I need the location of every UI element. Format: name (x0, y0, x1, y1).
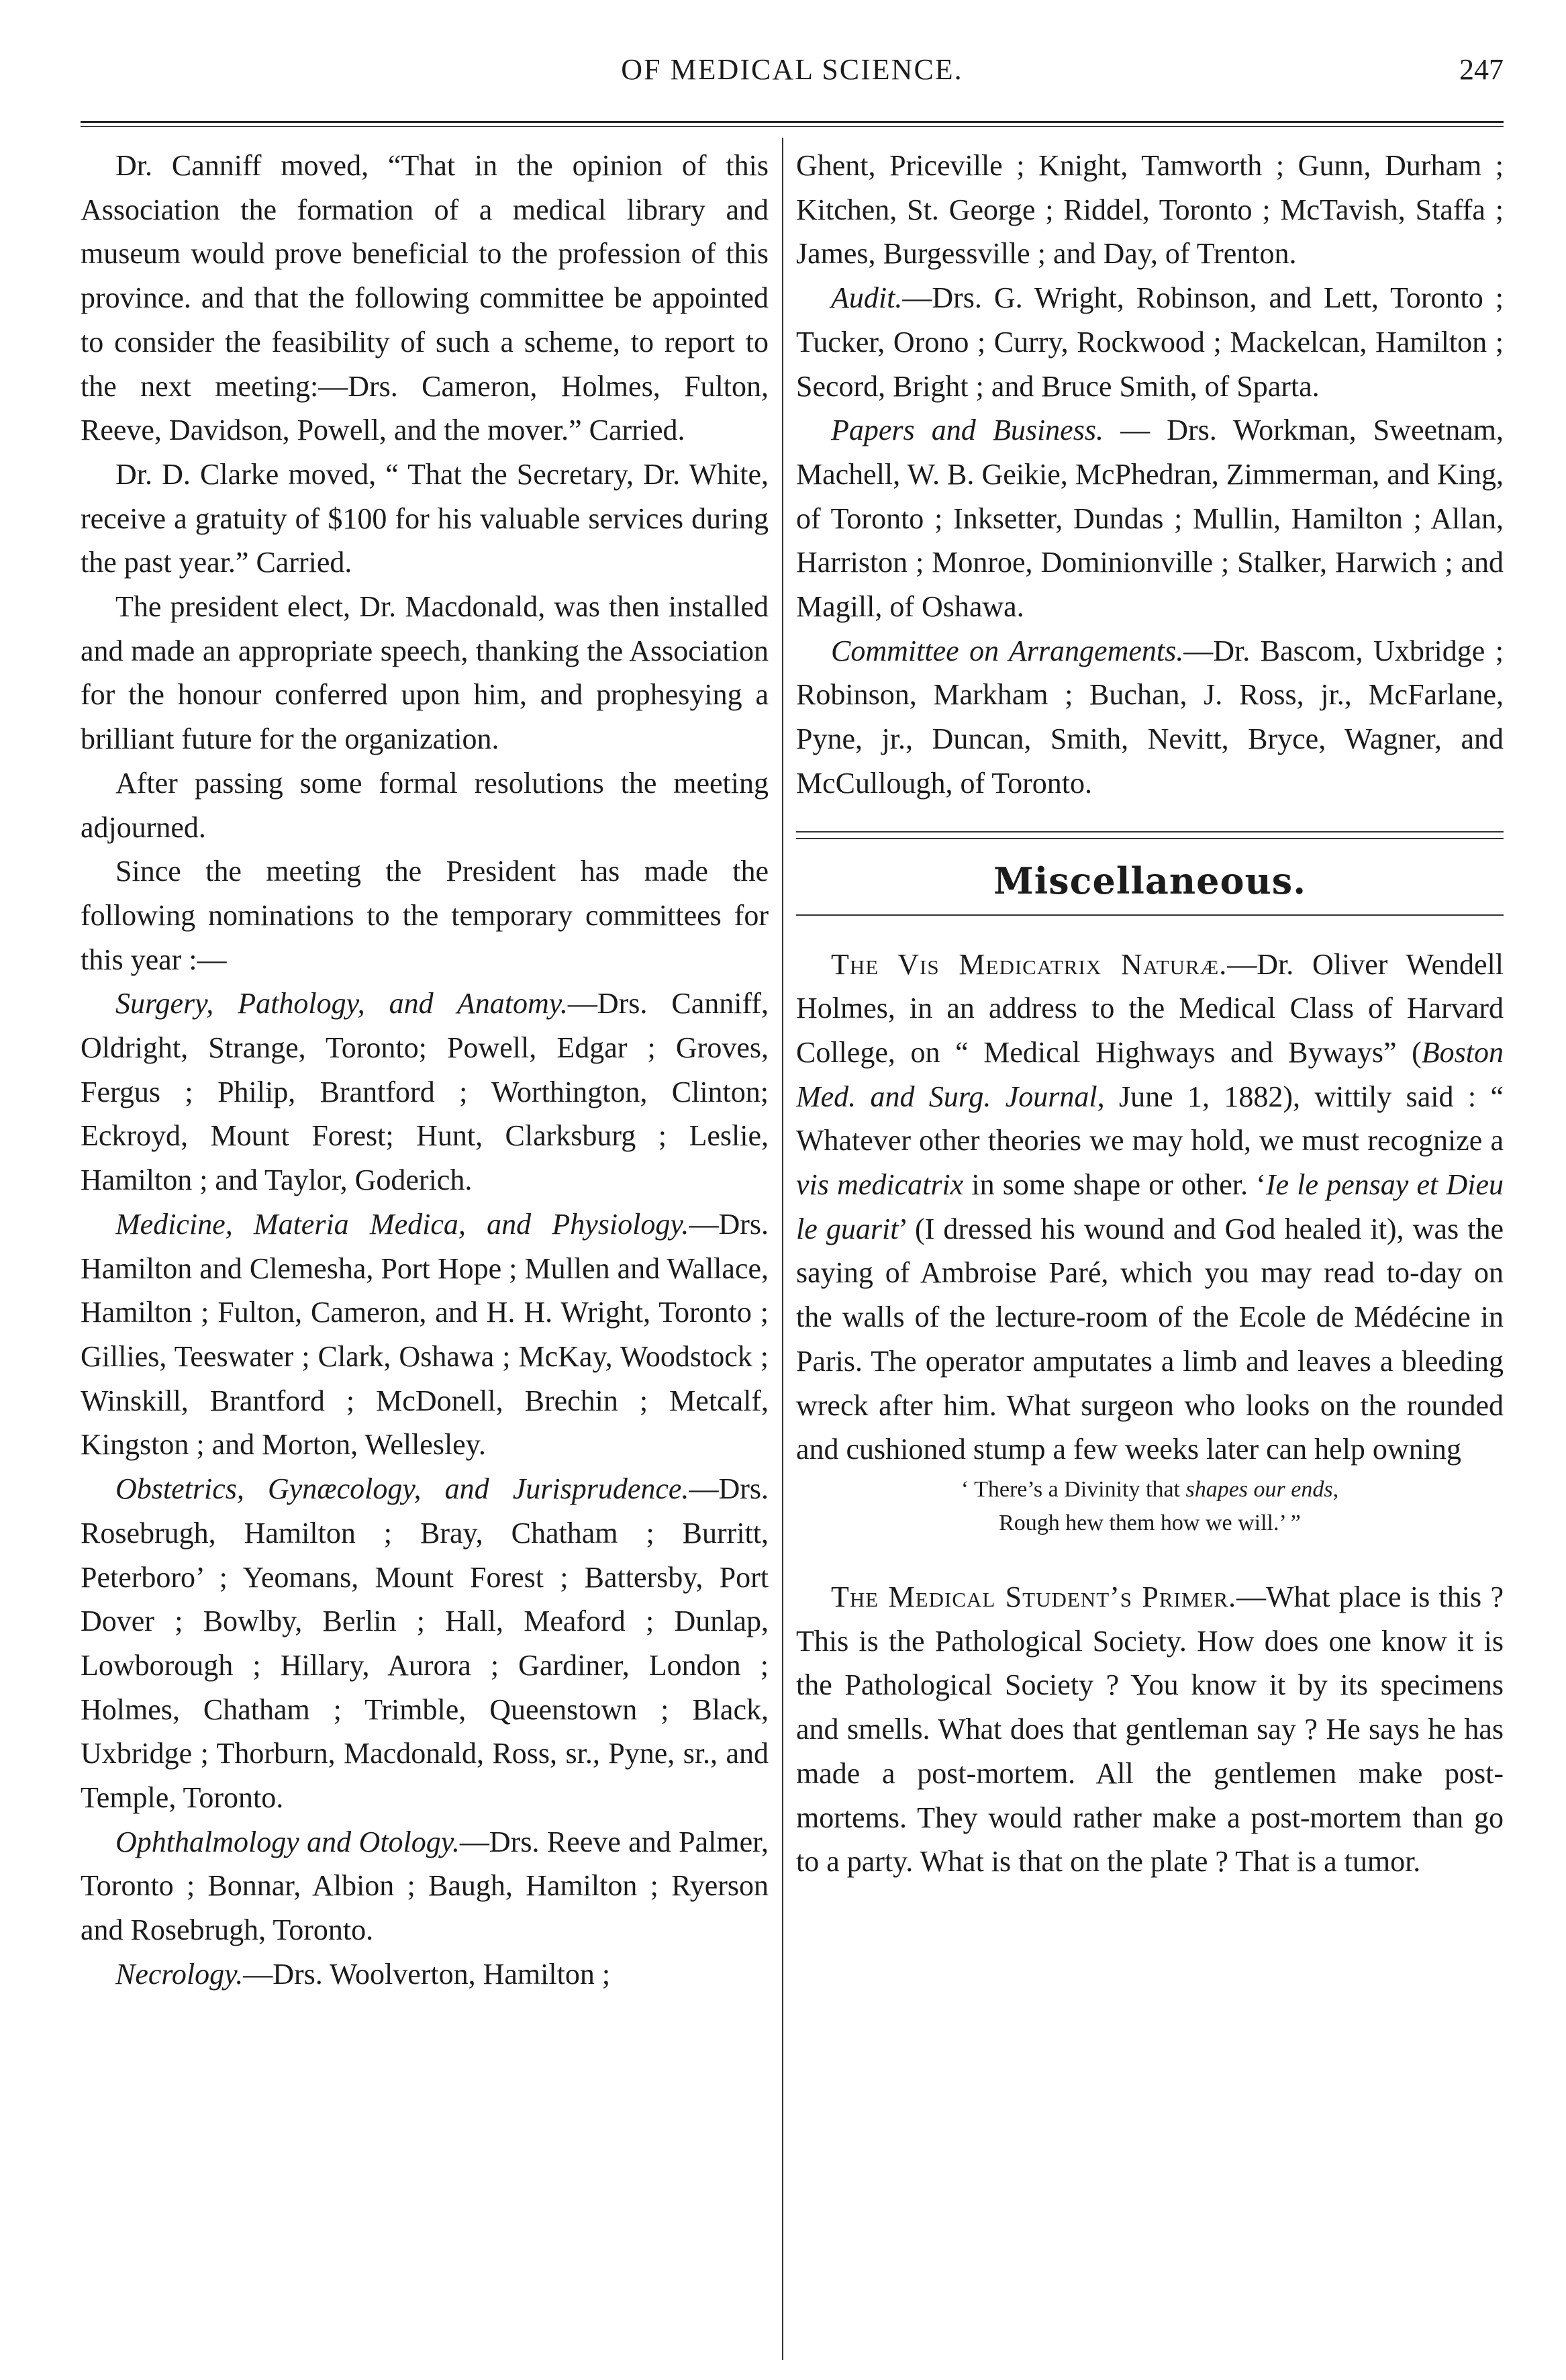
article-text: —Dr. Oliver Wendell Holmes, in an address to the Medical Class of Harvard College, on “ Medical Highways and Byways” ( (796, 947, 1504, 1069)
committee-members: —Drs. Hamilton and Clemesha, Port Hope ; Mullen and Wallace, Hamilton ; Fulton, Cameron, and H. H. Wright, Toronto ; Gillies, Teeswater ; Clark, Oshawa ; McKay, Woodstock ; Winskill, Brantford ; McDonell, Brechin ; Metcalf, Kingston ; and Morton, Wellesley. (81, 1207, 769, 1462)
article-title: The Medical Student’s Primer. (831, 1580, 1237, 1613)
committee-title: Committee on Arrangements. (831, 634, 1184, 667)
committee-title: Medicine, Materia Medica, and Physiology. (115, 1207, 689, 1241)
committee-members: —Drs. Canniff, Oldright, Strange, Toronto; Powell, Edgar ; Groves, Fergus ; Philip, Brantford ; Worthington, Clinton; Eckroyd, Mount Forest; Hunt, Clarksburg ; Leslie, Hamilton ; and Taylor, Goderich. (81, 987, 769, 1197)
verse-line: Rough hew them how we will.’ ” (999, 1510, 1301, 1535)
article-title: The Vis Medicatrix Naturæ. (831, 947, 1228, 981)
article-text: in some shape or other. ‘ (963, 1168, 1266, 1202)
running-head (81, 52, 1504, 93)
section-rule (796, 914, 1504, 916)
committee-obstetrics (81, 1467, 769, 1820)
paragraph-gratuity-motion: Dr. D. Clarke moved, “ That the Secretary, Dr. White, receive a gratuity of $100 for his valuable services during the past year.” Carried. (81, 457, 769, 579)
committee-continued: Ghent, Priceville ; Knight, Tamworth ; Gunn, Durham ; Kitchen, St. George ; Riddel, Toronto ; McTavish, Staffa ; James, Burgessville ; and Day, of Trenton. (796, 149, 1504, 271)
committee-medicine (81, 1202, 769, 1467)
committee-title: Obstetrics, Gynæcology, and Jurisprudence. (115, 1472, 689, 1506)
committee-members: — Drs. Workman, Sweetnam, Machell, W. B. Geikie, McPhedran, Zimmerman, and King, of Toronto ; Inksetter, Dundas ; Mullin, Hamilton ; Allan, Harriston ; Monroe, Dominionville ; Stalker, Harwich ; and Magill, of Oshawa. (796, 414, 1504, 624)
article-text: —What place is this ? This is the Pathological Society. How does one know it is the Pathological Society ? You know it by its specimens and smells. What does that gentleman say ? He says he has made a post-mortem. All the gentlemen make post-mortems. They would rather make a post-mortem than go to a party. What is that on the plate ? That is a tumor. (796, 1580, 1504, 1878)
committee-title: Necrology. (115, 1957, 244, 1991)
committee-members: —Drs. Reeve and Palmer, Toronto ; Bonnar, Albion ; Baugh, Hamilton ; Ryerson and Rosebrugh, Toronto. (81, 1825, 769, 1947)
committee-title: Ophthalmology and Otology. (115, 1825, 460, 1858)
verse-text-italic: shapes our ends (1185, 1476, 1333, 1502)
committee-title: Papers and Business. (831, 414, 1104, 447)
verse-quotation (796, 1473, 1504, 1540)
paragraph-president-installed: The president elect, Dr. Macdonald, was then installed and made an appropriate speech, thanking the Association for the honour conferred upon him, and prophesying a brilliant future for the organization. (81, 590, 769, 756)
committee-title: Audit. (831, 281, 903, 315)
column-divider (782, 138, 783, 2360)
running-title: OF MEDICAL SCIENCE. (621, 53, 963, 86)
article-primer (796, 1575, 1504, 1884)
article-text: ’ (I dressed his wound and God healed it), was the saying of Ambroise Paré, which you may read to-day on the walls of the lecture-room of the Ecole de Médécine in Paris. The operator amputates a limb and leaves a bleeding wreck after him. What surgeon who looks on the rounded and cushioned stump a few weeks later can help owning (796, 1212, 1504, 1466)
article-vis-medicatrix (796, 943, 1504, 1472)
left-column (81, 144, 769, 1997)
right-column (796, 144, 1504, 1884)
article-text: , June 1, 1882), wittily said : “ Whatever other theories we may hold, we must recognize a (796, 1080, 1504, 1157)
section-double-rule (796, 831, 1504, 839)
committee-members: —Dr. Bascom, Uxbridge ; Robinson, Markham ; Buchan, J. Ross, jr., McFarlane, Pyne, jr., Duncan, Smith, Nevitt, Bryce, Wagner, and McCullough, of Toronto. (796, 634, 1504, 800)
verse-line (796, 1473, 1504, 1507)
committee-audit (796, 276, 1504, 408)
section-heading: Miscellaneous. (993, 859, 1307, 902)
french-quote: Ie le pensay et Dieu le guarit (796, 1168, 1504, 1245)
committee-papers (796, 408, 1504, 629)
committee-arrangements (796, 629, 1504, 806)
committee-members: —Drs. G. Wright, Robinson, and Lett, Toronto ; Tucker, Orono ; Curry, Rockwood ; Mackelcan, Hamilton ; Secord, Bright ; and Bruce Smith, of Sparta. (796, 281, 1504, 403)
latin-phrase: vis medicatrix (796, 1168, 964, 1202)
header-rule (81, 121, 1504, 127)
paragraph-nominations: Since the meeting the President has made the following nominations to the temporary committees for this year :— (81, 855, 769, 976)
journal-name: Boston Med. and Surg. Journal (796, 1035, 1504, 1113)
committee-ophthalmology (81, 1820, 769, 1952)
committee-surgery (81, 982, 769, 1202)
committee-members: —Drs. Rosebrugh, Hamilton ; Bray, Chatham ; Burritt, Peterboro’ ; Yeomans, Mount Forest ; Battersby, Port Dover ; Bowlby, Berlin ; Hall, Meaford ; Dunlap, Lowborough ; Hillary, Aurora ; Gardiner, London ; Holmes, Chatham ; Trimble, Queenstown ; Black, Uxbridge ; Thorburn, Macdonald, Ross, sr., Pyne, sr., and Temple, Toronto. (81, 1472, 769, 1815)
committee-members: —Drs. Woolverton, Hamilton ; (243, 1957, 611, 1991)
committee-title: Surgery, Pathology, and Anatomy. (115, 987, 568, 1020)
page-number: 247 (1459, 53, 1504, 86)
verse-text: , (1332, 1476, 1339, 1502)
paragraph-library-motion: Dr. Canniff moved, “That in the opinion of this Association the formation of a medical library and museum would prove beneficial to the profession of this province. and that the following committee be appointed to consider the feasibility of such a scheme, to report to the next meeting:—Drs. Cameron, Holmes, Fulton, Reeve, Davidson, Powell, and the mover.” Carried. (81, 149, 769, 447)
paragraph-adjourned: After passing some formal resolutions the meeting adjourned. (81, 766, 769, 844)
committee-necrology (81, 1952, 769, 1997)
verse-text: ‘ There’s a Divinity that (961, 1476, 1186, 1502)
